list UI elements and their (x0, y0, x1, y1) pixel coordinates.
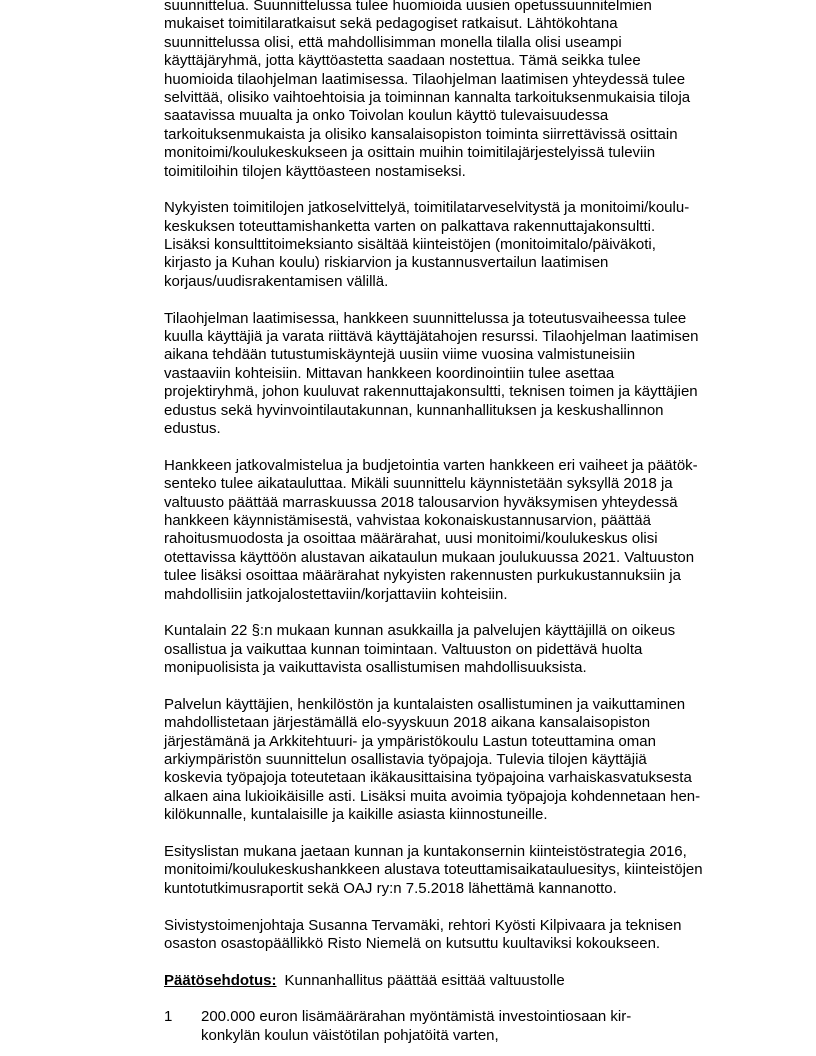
text-line: kirjasto ja Kuhan koulu) riskiarvion ja kustannusvertailun laatimisen (164, 254, 609, 272)
proposal-item (164, 1008, 754, 1045)
text-line: saatavissa muualta ja onko Toivolan koulun käyttö tulevaisuudessa (164, 107, 609, 125)
paragraph-schedule (164, 457, 754, 604)
text-line: alkaen aina lukioikäisille asti. Lisäksi muita avoimia työpajoja kohdennetaan hen- (164, 787, 701, 805)
text-line: korjaus/uudisrakentamisen välillä. (164, 272, 389, 290)
text-line: projektiryhmä, johon kuuluvat rakennuttajakonsultti, teknisen toimen ja käyttäjien (164, 383, 698, 401)
text-line: osaston osastopäällikkö Risto Niemelä on kutsuttu kuultaviksi kokoukseen. (164, 934, 661, 952)
text-line: kuulla käyttäjiä ja varata riittävä käyttäjätahojen resurssi. Tilaohjelman laatimisen (164, 328, 699, 346)
text-line: senteko tulee aikatauluttaa. Mikäli suunnittelu käynnistetään syksyllä 2018 ja (164, 475, 673, 493)
text-line: hankkeen käynnistämisestä, vahvistaa kokonaiskustannusarvion, päättää (164, 511, 651, 529)
paragraph-users (164, 310, 754, 439)
text-line: mahdollisiin jatkojalostettaviin/korjattaviin kohteisiin. (164, 585, 508, 603)
text-line: tulee lisäksi osoittaa määrärahat nykyisten rakennusten purkukustannuksiin ja (164, 567, 681, 585)
text-line: Palvelun käyttäjien, henkilöstön ja kuntalaisten osallistuminen ja vaikuttaminen (164, 695, 686, 713)
paragraph-invitees (164, 917, 754, 954)
text-line: kilökunnalle, kuntalaisille ja kaikille asiasta kiinnostuneille. (164, 806, 548, 824)
text-line: Tilaohjelman laatimisessa, hankkeen suunnittelussa ja toteutusvaiheessa tulee (164, 309, 687, 327)
text-line: mukaiset toimitilaratkaisut sekä pedagogiset ratkaisut. Lähtökohtana (164, 15, 618, 33)
paragraph-consultant (164, 199, 754, 291)
text-line: kuntotutkimusraportit sekä OAJ ry:n 7.5.2018 lähettämä kannanotto. (164, 879, 617, 897)
text-line: edustus. (164, 419, 221, 437)
text-line: Sivistystoimenjohtaja Susanna Tervamäki, rehtori Kyösti Kilpivaara ja teknisen (164, 916, 682, 934)
text-line: toimitiloihin tilojen käyttöasteen nostamiseksi. (164, 162, 466, 180)
text-line: vastaaviin kohteisiin. Mittavan hankkeen koordinointiin tulee asettaa (164, 364, 615, 382)
paragraph-municipal-law (164, 622, 754, 677)
text-line: koskevia työpajoja toteutetaan ikäkausittaisina työpajoina varhaiskasvatuksesta (164, 769, 692, 787)
text-line: otettavissa käyttöön alustavan aikataulun mukaan joulukuussa 2021. Valtuuston (164, 548, 695, 566)
text-line: edustus sekä hyvinvointilautakunnan, kunnanhallituksen ja keskushallinnon (164, 401, 664, 419)
text-line: monitoimi/koulukeskukseen ja osittain muihin toimitilajärjestelyissä tuleviin (164, 144, 656, 162)
decision-proposal (164, 972, 754, 990)
proposal-text: Kunnanhallitus päättää esittää valtuustolle (284, 971, 565, 989)
text-line: Lisäksi konsulttitoimeksianto sisältää kiinteistöjen (monitoimitalo/päiväkoti, (164, 236, 656, 254)
text-line: arkiympäristön suunnittelun osallistavia työpajoja. Tulevia tilojen käyttäjiä (164, 751, 647, 769)
proposal-label: Päätösehdotus: (164, 971, 277, 989)
text-line: mahdollistetaan järjestämällä elo-syyskuun 2018 aikana kansalaisopiston (164, 714, 651, 732)
text-line: järjestämänä ja Arkkitehtuuri- ja ympäristökoulu Lastun toteuttamina oman (164, 732, 656, 750)
text-line: Hankkeen jatkovalmistelua ja budjetointia varten hankkeen eri vaiheet ja päätök- (164, 456, 698, 474)
text-line: huomioida tilaohjelman laatimisessa. Tilaohjelman laatimisen yhteydessä tulee (164, 70, 686, 88)
text-line: selvittää, olisiko vaihtoehtoisia ja toiminnan kannalta tarkoituksenmukaisia tiloja (164, 88, 691, 106)
text-line: aikana tehdään tutustumiskäyntejä uusiin viime vuosina valmistuneisiin (164, 346, 636, 364)
paragraph-attachments (164, 843, 754, 898)
paragraph-planning (164, 0, 754, 181)
text-line: Esityslistan mukana jaetaan kunnan ja kuntakonsernin kiinteistöstrategia 2016, (164, 842, 687, 860)
text-line: monipuolisista ja vaikuttavista osallistumisen mahdollisuuksista. (164, 659, 587, 677)
item-number: 1 (164, 1008, 173, 1026)
text-line: rahoitusmuodosta ja osoittaa määrärahat, uusi monitoimi/koulukeskus olisi (164, 530, 658, 548)
text-line: konkylän koulun väistötilan pohjatöitä varten, (201, 1026, 499, 1044)
paragraph-participation (164, 696, 754, 825)
text-line: 200.000 euron lisämäärärahan myöntämistä investointiosaan kir- (201, 1008, 632, 1026)
document-page (164, 0, 754, 1045)
text-line: suunnittelua. Suunnittelussa tulee huomioida uusien opetussuunnitelmien (164, 0, 652, 14)
text-line: tarkoituksenmukaista ja olisiko kansalaisopiston toiminta siirrettävissä osittain (164, 125, 678, 143)
text-line: valtuusto päättää marraskuussa 2018 talousarvion hyväksymisen yhteydessä (164, 493, 678, 511)
text-line: Kuntalain 22 §:n mukaan kunnan asukkailla ja palvelujen käyttäjillä on oikeus (164, 622, 676, 640)
text-line: keskuksen toteuttamishanketta varten on palkattava rakennuttajakonsultti. (164, 217, 656, 235)
text-line: monitoimi/koulukeskushankkeen alustava toteuttamisaikatauluesitys, kiinteistöjen (164, 861, 703, 879)
text-line: osallistua ja vaikuttaa kunnan toimintaan. Valtuuston on pidettävä huolta (164, 640, 643, 658)
text-line: Nykyisten toimitilojen jatkoselvittelyä, toimitilatarveselvitystä ja monitoimi/koulu- (164, 199, 690, 217)
text-line: suunnittelussa olisi, että mahdollisimman monella tilalla olisi useampi (164, 33, 622, 51)
text-line: käyttäjäryhmä, jotta käyttöastetta saadaan nostettua. Tämä seikka tulee (164, 52, 641, 70)
